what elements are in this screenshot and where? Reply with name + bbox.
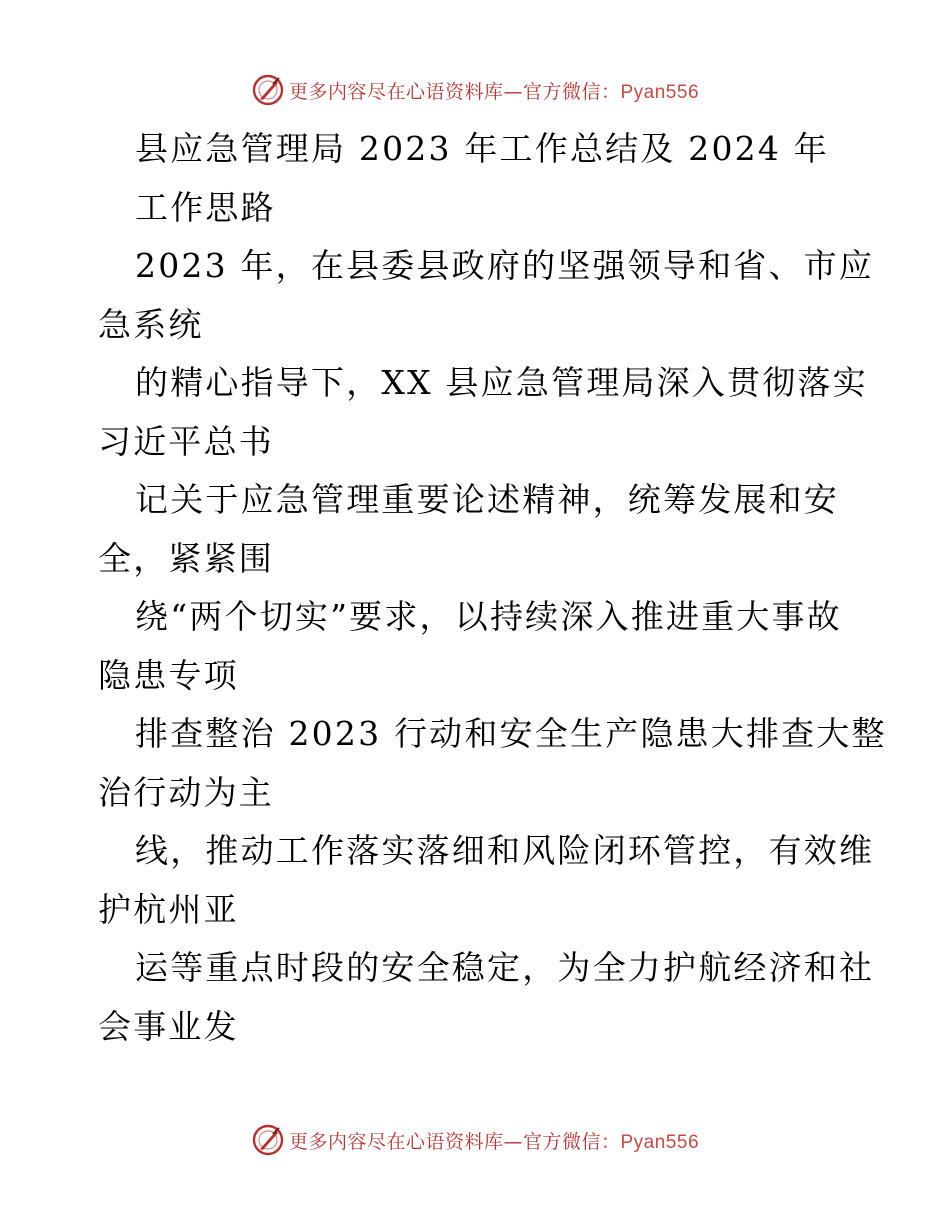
body-text-line: 2023 年，在县委县政府的坚强领导和省、市应 xyxy=(135,246,875,285)
watermark-text xyxy=(289,1127,699,1154)
body-text-line: 急系统 xyxy=(98,304,204,344)
watermark-site: 更多内容尽在心语资料库 xyxy=(288,80,504,103)
body-text-line: 运等重点时段的安全稳定，为全力护航经济和社 xyxy=(135,948,875,987)
watermark-contact-id: Pyan556 xyxy=(620,1131,700,1153)
body-text-line: 县应急管理局 2023 年工作总结及 2024 年 xyxy=(135,129,829,168)
body-text-line: 记关于应急管理重要论述精神，统筹发展和安 xyxy=(135,480,839,519)
watermark-site: 更多内容尽在心语资料库 xyxy=(288,1130,504,1153)
quill-seal-icon xyxy=(251,1123,285,1157)
body-text-line: 绕“两个切实”要求，以持续深入推进重大事故 xyxy=(135,597,842,636)
document-body xyxy=(98,120,887,1056)
watermark-contact-id: Pyan556 xyxy=(620,81,700,103)
body-text-line: 全，紧紧围 xyxy=(98,538,274,578)
body-text-line: 护杭州亚 xyxy=(98,889,239,929)
quill-seal-icon xyxy=(251,73,285,107)
body-text-line: 排查整治 2023 行动和安全生产隐患大排查大整 xyxy=(135,714,887,753)
watermark-text xyxy=(289,77,699,104)
body-text-line: 治行动为主 xyxy=(98,772,274,812)
body-text-line: 习近平总书 xyxy=(98,421,274,461)
header-watermark xyxy=(0,70,950,110)
watermark-dash: — xyxy=(503,80,523,103)
watermark-dash: — xyxy=(503,1130,523,1153)
watermark-contact-label: 官方微信： xyxy=(522,80,621,103)
body-text-line: 的精心指导下，XX 县应急管理局深入贯彻落实 xyxy=(135,363,868,402)
body-text-line: 线，推动工作落实落细和风险闭环管控，有效维 xyxy=(135,831,875,870)
footer-watermark xyxy=(0,1120,950,1160)
body-text-line: 会事业发 xyxy=(98,1006,239,1046)
body-text-line: 隐患专项 xyxy=(98,655,239,695)
watermark-contact-label: 官方微信： xyxy=(522,1130,621,1153)
body-text-line: 工作思路 xyxy=(135,187,276,227)
